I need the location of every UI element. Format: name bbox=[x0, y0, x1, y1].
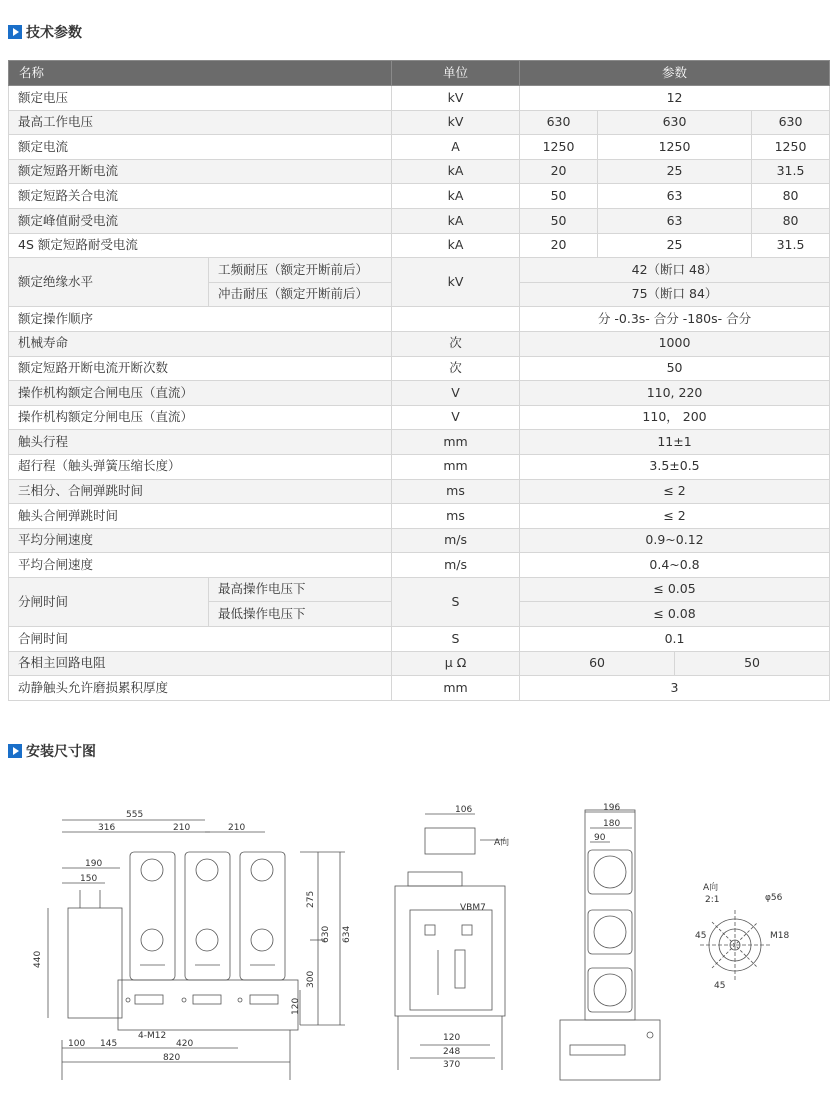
detail-title: A向 bbox=[703, 883, 719, 893]
table-row bbox=[9, 627, 830, 652]
row-unit: mm bbox=[392, 454, 520, 479]
section-title-tech-params bbox=[8, 24, 82, 40]
detail-scale: 2:1 bbox=[705, 895, 720, 905]
view-label: A向 bbox=[494, 838, 510, 848]
row-value-3: 31.5 bbox=[752, 159, 830, 184]
table-row bbox=[9, 553, 830, 578]
table-row bbox=[9, 159, 830, 184]
table-row bbox=[9, 356, 830, 381]
table-row bbox=[9, 331, 830, 356]
row-unit: V bbox=[392, 381, 520, 406]
row-value-1: 50 bbox=[520, 208, 598, 233]
row-name: 额定操作顺序 bbox=[9, 307, 392, 332]
row-unit: A bbox=[392, 135, 520, 160]
header-params: 参数 bbox=[520, 61, 830, 86]
row-subname-2: 冲击耐压（额定开断前后） bbox=[209, 282, 392, 307]
row-value: 50 bbox=[520, 356, 830, 381]
row-name: 操作机构额定分闸电压（直流） bbox=[9, 405, 392, 430]
row-value-2: 75（断口 84） bbox=[520, 282, 830, 307]
row-value: 12 bbox=[520, 86, 830, 111]
dim-label: 100 bbox=[68, 1039, 86, 1049]
side-view-drawing bbox=[395, 814, 505, 1070]
row-name: 额定峰值耐受电流 bbox=[9, 208, 392, 233]
dim-label: 150 bbox=[80, 874, 98, 884]
row-value-2: 25 bbox=[598, 233, 752, 258]
dim-label: 180 bbox=[603, 819, 621, 829]
row-unit: S bbox=[392, 577, 520, 626]
table-row bbox=[9, 381, 830, 406]
dim-label: M18 bbox=[770, 931, 790, 941]
row-value: 0.1 bbox=[520, 627, 830, 652]
detail-a-labels bbox=[695, 881, 789, 991]
row-unit: V bbox=[392, 405, 520, 430]
row-unit: m/s bbox=[392, 528, 520, 553]
table-row bbox=[9, 479, 830, 504]
model-label: VBM7 bbox=[460, 903, 486, 913]
dim-label: 90 bbox=[594, 833, 606, 843]
row-value: 分 -0.3s- 合分 -180s- 合分 bbox=[520, 307, 830, 332]
table-row bbox=[9, 86, 830, 111]
table-row bbox=[9, 135, 830, 160]
row-subname-1: 最高操作电压下 bbox=[209, 577, 392, 602]
dim-label: 630 bbox=[321, 925, 331, 943]
row-name: 额定短路开断电流 bbox=[9, 159, 392, 184]
row-unit: kV bbox=[392, 258, 520, 307]
row-name: 三相分、合闸弹跳时间 bbox=[9, 479, 392, 504]
row-unit: kA bbox=[392, 184, 520, 209]
row-value: 110， 200 bbox=[520, 405, 830, 430]
row-unit: kA bbox=[392, 159, 520, 184]
dim-label: 145 bbox=[100, 1039, 118, 1049]
dim-label: 120 bbox=[291, 997, 301, 1015]
row-unit: ms bbox=[392, 504, 520, 529]
row-subname-2: 最低操作电压下 bbox=[209, 602, 392, 627]
dim-label: 370 bbox=[443, 1060, 461, 1070]
side-view-labels bbox=[443, 805, 509, 1070]
row-value-3: 630 bbox=[752, 110, 830, 135]
row-value-1: 1250 bbox=[520, 135, 598, 160]
row-value-3: 80 bbox=[752, 208, 830, 233]
dim-label: 106 bbox=[455, 805, 473, 815]
dim-label: φ56 bbox=[765, 893, 783, 903]
dim-label: 45 bbox=[695, 931, 707, 941]
row-value-1: 42（断口 48） bbox=[520, 258, 830, 283]
installation-drawings bbox=[0, 790, 834, 1100]
row-name: 超行程（触头弹簧压缩长度） bbox=[9, 454, 392, 479]
row-name: 操作机构额定合闸电压（直流） bbox=[9, 381, 392, 406]
row-value: 3 bbox=[520, 676, 830, 701]
row-unit: mm bbox=[392, 676, 520, 701]
row-name: 额定电压 bbox=[9, 86, 392, 111]
row-value-2: 63 bbox=[598, 208, 752, 233]
row-value: 0.4~0.8 bbox=[520, 553, 830, 578]
row-unit: kV bbox=[392, 86, 520, 111]
top-view-drawing bbox=[560, 810, 660, 1080]
row-value: 3.5±0.5 bbox=[520, 454, 830, 479]
row-name: 各相主回路电阻 bbox=[9, 651, 392, 676]
row-value: ≤ 2 bbox=[520, 504, 830, 529]
row-unit: kA bbox=[392, 233, 520, 258]
row-name: 合闸时间 bbox=[9, 627, 392, 652]
row-value: 110, 220 bbox=[520, 381, 830, 406]
row-unit bbox=[392, 307, 520, 332]
row-unit: 次 bbox=[392, 331, 520, 356]
table-row bbox=[9, 430, 830, 455]
header-unit: 单位 bbox=[392, 61, 520, 86]
spec-table bbox=[8, 60, 830, 701]
row-value-2: 630 bbox=[598, 110, 752, 135]
row-name: 额定短路开断电流开断次数 bbox=[9, 356, 392, 381]
table-row bbox=[9, 577, 830, 602]
row-value: 11±1 bbox=[520, 430, 830, 455]
dim-label: 634 bbox=[342, 925, 352, 943]
row-unit: kV bbox=[392, 110, 520, 135]
table-row bbox=[9, 405, 830, 430]
row-name: 分闸时间 bbox=[9, 577, 209, 626]
section-title-text: 技术参数 bbox=[26, 25, 82, 41]
table-row bbox=[9, 208, 830, 233]
table-row bbox=[9, 676, 830, 701]
dim-label: 248 bbox=[443, 1047, 461, 1057]
table-row bbox=[9, 528, 830, 553]
row-value-2: ≤ 0.08 bbox=[520, 602, 830, 627]
row-name: 额定短路关合电流 bbox=[9, 184, 392, 209]
table-row bbox=[9, 307, 830, 332]
detail-a-drawing bbox=[700, 910, 770, 980]
row-name: 4S 额定短路耐受电流 bbox=[9, 233, 392, 258]
dim-label: 210 bbox=[228, 823, 246, 833]
row-value-2: 25 bbox=[598, 159, 752, 184]
table-row bbox=[9, 504, 830, 529]
dim-label: 820 bbox=[163, 1053, 181, 1063]
row-unit: mm bbox=[392, 430, 520, 455]
row-value-2: 1250 bbox=[598, 135, 752, 160]
row-value-1: 20 bbox=[520, 159, 598, 184]
section-title-install-dims bbox=[8, 743, 96, 759]
table-row bbox=[9, 233, 830, 258]
row-value-3: 1250 bbox=[752, 135, 830, 160]
dim-label: 45 bbox=[714, 981, 726, 991]
row-subname-1: 工频耐压（额定开断前后） bbox=[209, 258, 392, 283]
row-value-3: 80 bbox=[752, 184, 830, 209]
row-name: 触头合闸弹跳时间 bbox=[9, 504, 392, 529]
table-row bbox=[9, 258, 830, 283]
row-name: 动静触头允许磨损累积厚度 bbox=[9, 676, 392, 701]
dim-label: 316 bbox=[98, 823, 116, 833]
row-value-1: 20 bbox=[520, 233, 598, 258]
row-unit: ms bbox=[392, 479, 520, 504]
play-arrow-icon bbox=[8, 744, 22, 758]
row-name: 触头行程 bbox=[9, 430, 392, 455]
header-name: 名称 bbox=[9, 61, 392, 86]
row-name: 最高工作电压 bbox=[9, 110, 392, 135]
table-header-row bbox=[9, 61, 830, 86]
row-name: 机械寿命 bbox=[9, 331, 392, 356]
dim-label: 120 bbox=[443, 1033, 461, 1043]
row-value-1: ≤ 0.05 bbox=[520, 577, 830, 602]
row-unit: kA bbox=[392, 208, 520, 233]
row-unit: 次 bbox=[392, 356, 520, 381]
table-row bbox=[9, 454, 830, 479]
dim-label: 196 bbox=[603, 803, 621, 813]
table-row bbox=[9, 184, 830, 209]
drawings-svg bbox=[0, 790, 834, 1100]
play-arrow-icon bbox=[8, 25, 22, 39]
dim-label: 275 bbox=[306, 890, 316, 908]
dim-label: 210 bbox=[173, 823, 191, 833]
row-value-3: 31.5 bbox=[752, 233, 830, 258]
dim-label: 440 bbox=[33, 950, 43, 968]
top-view-labels bbox=[594, 803, 620, 843]
row-value: 0.9~0.12 bbox=[520, 528, 830, 553]
row-value-1: 50 bbox=[520, 184, 598, 209]
row-value-1: 630 bbox=[520, 110, 598, 135]
dim-label: 4-M12 bbox=[138, 1031, 167, 1041]
row-value: ≤ 2 bbox=[520, 479, 830, 504]
row-unit: μ Ω bbox=[392, 651, 520, 676]
row-name: 额定绝缘水平 bbox=[9, 258, 209, 307]
dim-label: 420 bbox=[176, 1039, 194, 1049]
row-value: 1000 bbox=[520, 331, 830, 356]
dim-label: 190 bbox=[85, 859, 103, 869]
table-row bbox=[9, 651, 830, 676]
table-row bbox=[9, 110, 830, 135]
dim-label: 300 bbox=[306, 970, 316, 988]
row-value-2: 50 bbox=[675, 651, 830, 676]
row-value-1: 60 bbox=[520, 651, 675, 676]
row-name: 额定电流 bbox=[9, 135, 392, 160]
row-name: 平均分闸速度 bbox=[9, 528, 392, 553]
row-value-2: 63 bbox=[598, 184, 752, 209]
row-unit: S bbox=[392, 627, 520, 652]
section-title-text: 安装尺寸图 bbox=[26, 744, 96, 760]
row-unit: m/s bbox=[392, 553, 520, 578]
row-name: 平均合闸速度 bbox=[9, 553, 392, 578]
dim-label: 555 bbox=[126, 810, 144, 820]
